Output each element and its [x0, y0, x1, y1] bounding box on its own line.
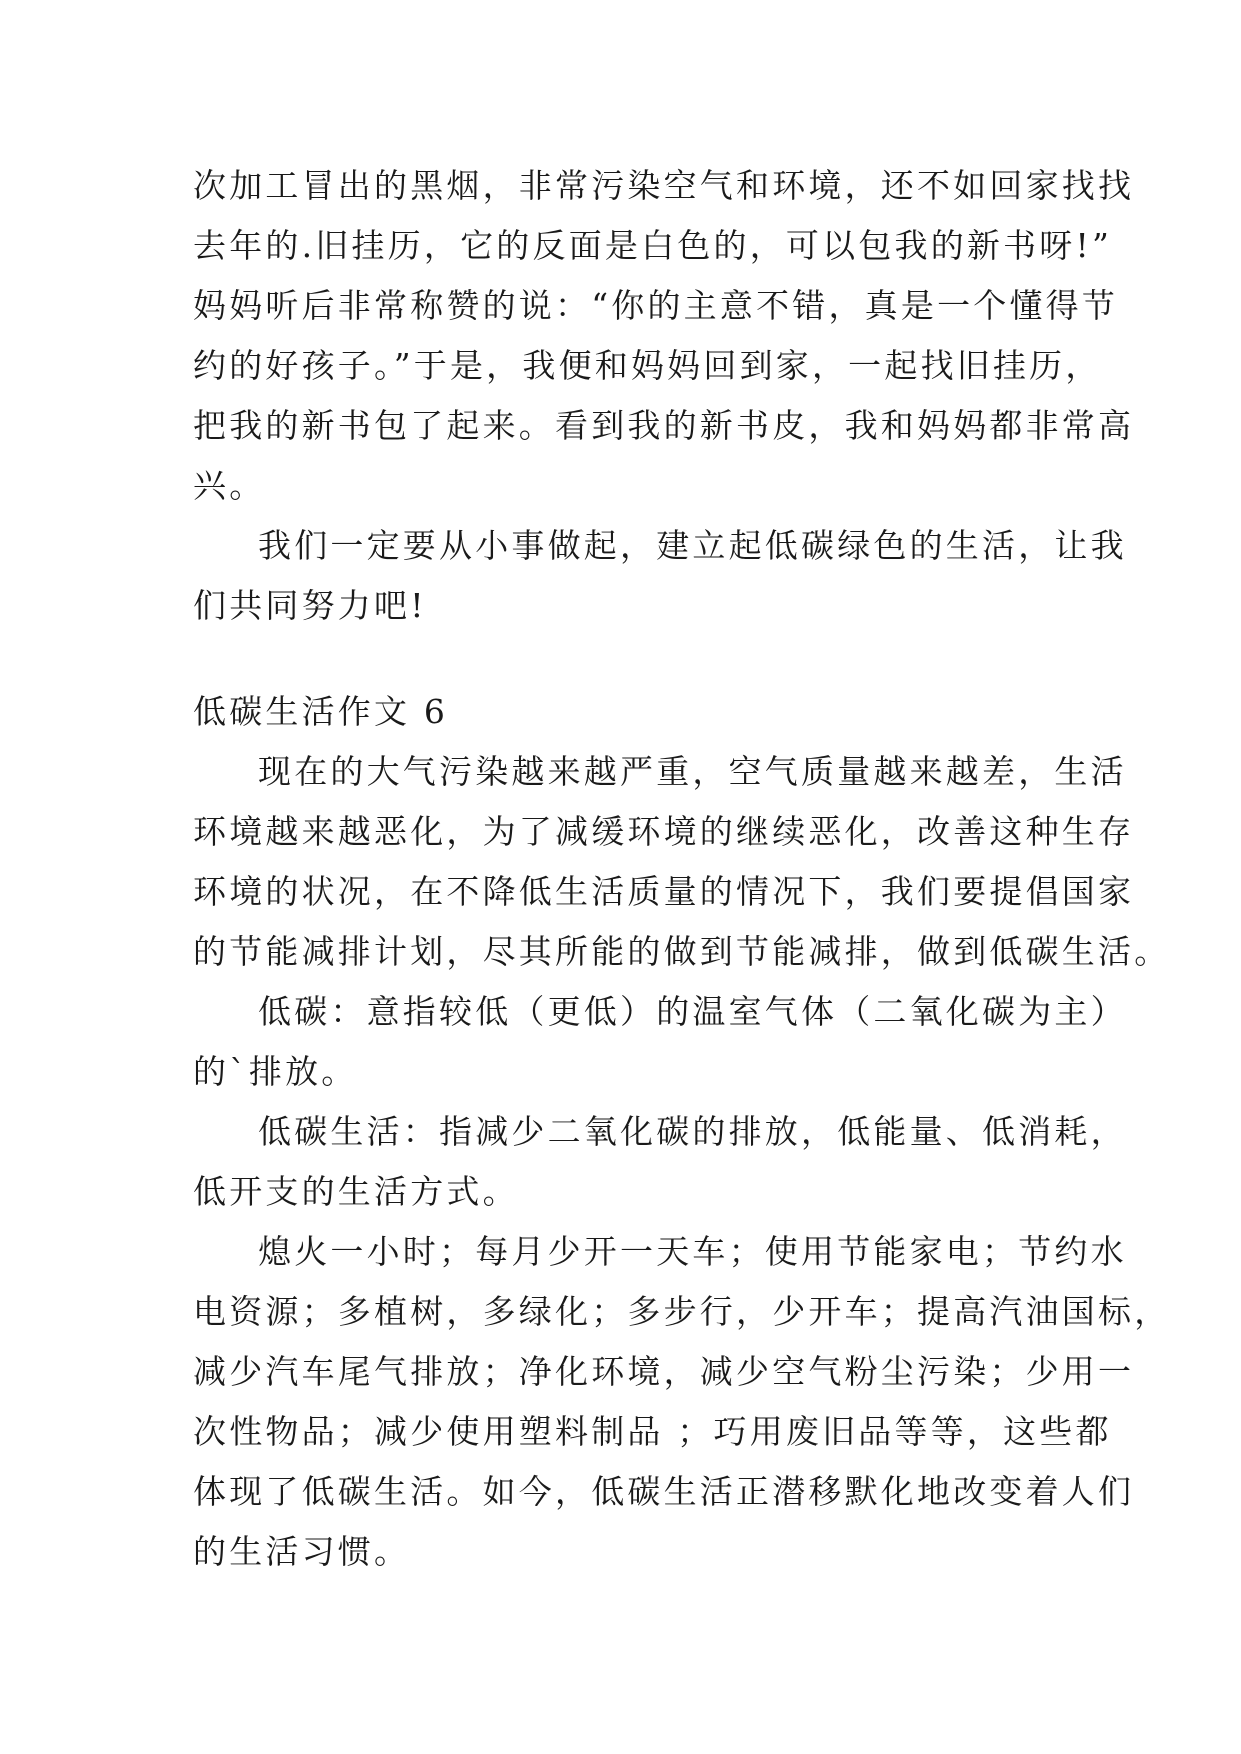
text-line: 现在的大气污染越来越严重，空气质量越来越差，生活 — [258, 752, 1127, 791]
text-line: 低开支的生活方式。 — [193, 1172, 519, 1211]
text-line: 的`排放。 — [193, 1052, 358, 1091]
text-line: 兴。 — [193, 466, 266, 505]
text-line: 去年的.旧挂历，它的反面是白色的，可以包我的新书呀!” — [193, 226, 1113, 265]
text-line: 我们一定要从小事做起，建立起低碳绿色的生活，让我 — [258, 526, 1127, 565]
text-line: 减少汽车尾气排放；净化环境，减少空气粉尘污染；少用一 — [193, 1352, 1135, 1391]
text-line: 的节能减排计划，尽其所能的做到节能减排，做到低碳生活。 — [193, 932, 1171, 971]
text-line: 妈妈听后非常称赞的说：“你的主意不错，真是一个懂得节 — [193, 286, 1119, 325]
text-line: 次加工冒出的黑烟，非常污染空气和环境，还不如回家找找 — [193, 166, 1135, 205]
text-line: 体现了低碳生活。如今，低碳生活正潜移默化地改变着人们 — [193, 1472, 1135, 1511]
text-line: 电资源；多植树，多绿化；多步行，少开车；提高汽油国标， — [193, 1292, 1171, 1331]
text-line: 低碳：意指较低（更低）的温室气体（二氧化碳为主） — [258, 992, 1127, 1031]
text-line: 次性物品；减少使用塑料制品 ；巧用废旧品等等，这些都 — [193, 1412, 1112, 1451]
text-line: 环境越来越恶化，为了减缓环境的继续恶化，改善这种生存 — [193, 812, 1135, 851]
text-line: 熄火一小时；每月少开一天车；使用节能家电；节约水 — [258, 1232, 1127, 1271]
text-line: 环境的状况，在不降低生活质量的情况下，我们要提倡国家 — [193, 872, 1135, 911]
text-line: 把我的新书包了起来。看到我的新书皮，我和妈妈都非常高 — [193, 406, 1135, 445]
text-line: 们共同努力吧! — [193, 586, 427, 625]
text-line: 低碳生活：指减少二氧化碳的排放，低能量、低消耗， — [258, 1112, 1127, 1151]
text-line: 约的好孩子。”于是，我便和妈妈回到家，一起找旧挂历， — [193, 346, 1102, 385]
section-heading: 低碳生活作文 6 — [193, 692, 449, 731]
text-line: 的生活习惯。 — [193, 1532, 411, 1571]
